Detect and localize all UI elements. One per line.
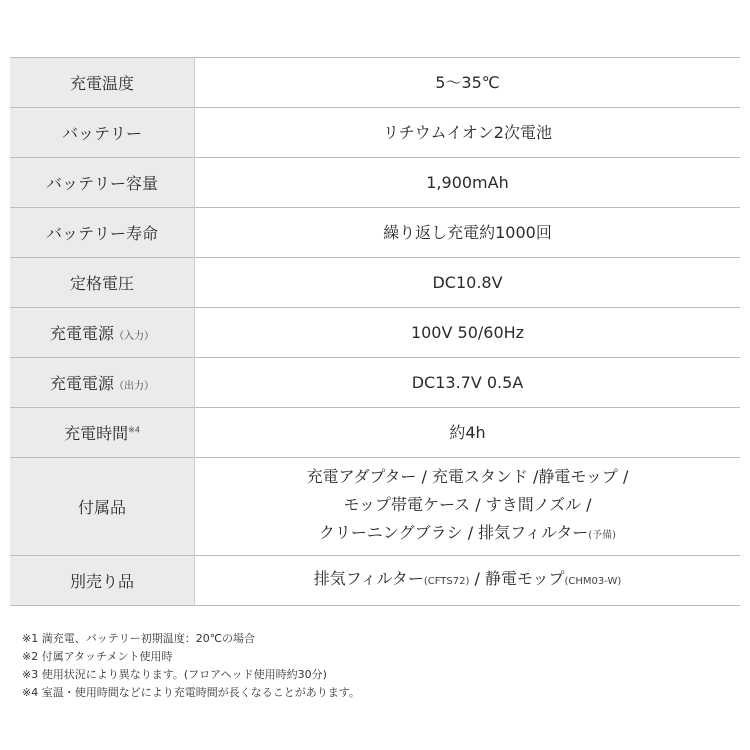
spec-row-power-input — [10, 308, 740, 358]
accessories-line-1: 充電アダプター / 充電スタンド /静電モップ / — [306, 467, 629, 486]
spec-label: 充電時間$^{※4}$ — [10, 408, 195, 458]
spec-value: DC13.7V 0.5A — [411, 372, 524, 392]
spec-label: 充電電源（出力） — [10, 358, 195, 408]
spec-row-accessories — [10, 458, 740, 556]
spec-value — [195, 556, 741, 606]
footnote-2: ※2 付属アタッチメント使用時 — [22, 650, 173, 663]
spec-value: 100V 50/60Hz — [410, 322, 525, 342]
label-note: （入力） — [114, 331, 154, 342]
option-separator: / — [469, 569, 485, 588]
footnote-4: ※4 室温・使用時間などにより充電時間が長くなることがあります。 — [22, 686, 360, 699]
spec-value: 1,900mAh — [426, 172, 509, 192]
spec-label: 付属品 — [10, 458, 195, 556]
spec-row-battery — [10, 108, 740, 158]
spec-label: 定格電圧 — [10, 258, 195, 308]
spec-value — [195, 458, 741, 556]
spec-row-charge-temp — [10, 58, 740, 108]
footnote-1: ※1 満充電、バッテリー初期温度：20℃の場合 — [22, 632, 256, 645]
accessories-line-2: モップ帯電ケース / すき間ノズル / — [343, 495, 592, 514]
spec-row-options — [10, 556, 740, 606]
accessories-line-3: クリーニングブラシ / 排気フィルター(予備) — [318, 523, 617, 542]
spec-row-power-output — [10, 358, 740, 408]
spec-row-battery-capacity — [10, 158, 740, 208]
spec-table — [10, 57, 740, 606]
option-item-filter: 排気フィルター — [313, 569, 424, 588]
label-note: （出力） — [114, 381, 154, 392]
option-item-mop: 静電モップ — [484, 569, 565, 588]
option-code-mop: (CHM03-W) — [564, 576, 622, 587]
footnotes — [22, 630, 360, 702]
spec-label: 別売り品 — [10, 556, 195, 606]
spec-row-rated-voltage — [10, 258, 740, 308]
footnote-3: ※3 使用状況により異なります。(フロアヘッド使用時約30分) — [22, 668, 327, 681]
spec-label: 充電電源（入力） — [10, 308, 195, 358]
spec-value: 5〜35℃ — [435, 72, 500, 92]
spec-value: DC10.8V — [432, 272, 503, 292]
accessories-note: (予備) — [588, 530, 617, 541]
option-code-filter: (CFTS72) — [423, 576, 470, 587]
spec-label: バッテリー寿命 — [10, 208, 195, 258]
spec-value: リチウムイオン2次電池 — [383, 122, 552, 142]
spec-label: バッテリー — [10, 108, 195, 158]
spec-label: 充電温度 — [10, 58, 195, 108]
spec-row-battery-life — [10, 208, 740, 258]
spec-row-charge-time — [10, 408, 740, 458]
spec-value: 繰り返し充電約1000回 — [383, 222, 552, 242]
footnote-mark: ※4 — [128, 425, 140, 435]
spec-value: 約4h — [449, 422, 486, 442]
spec-label: バッテリー容量 — [10, 158, 195, 208]
